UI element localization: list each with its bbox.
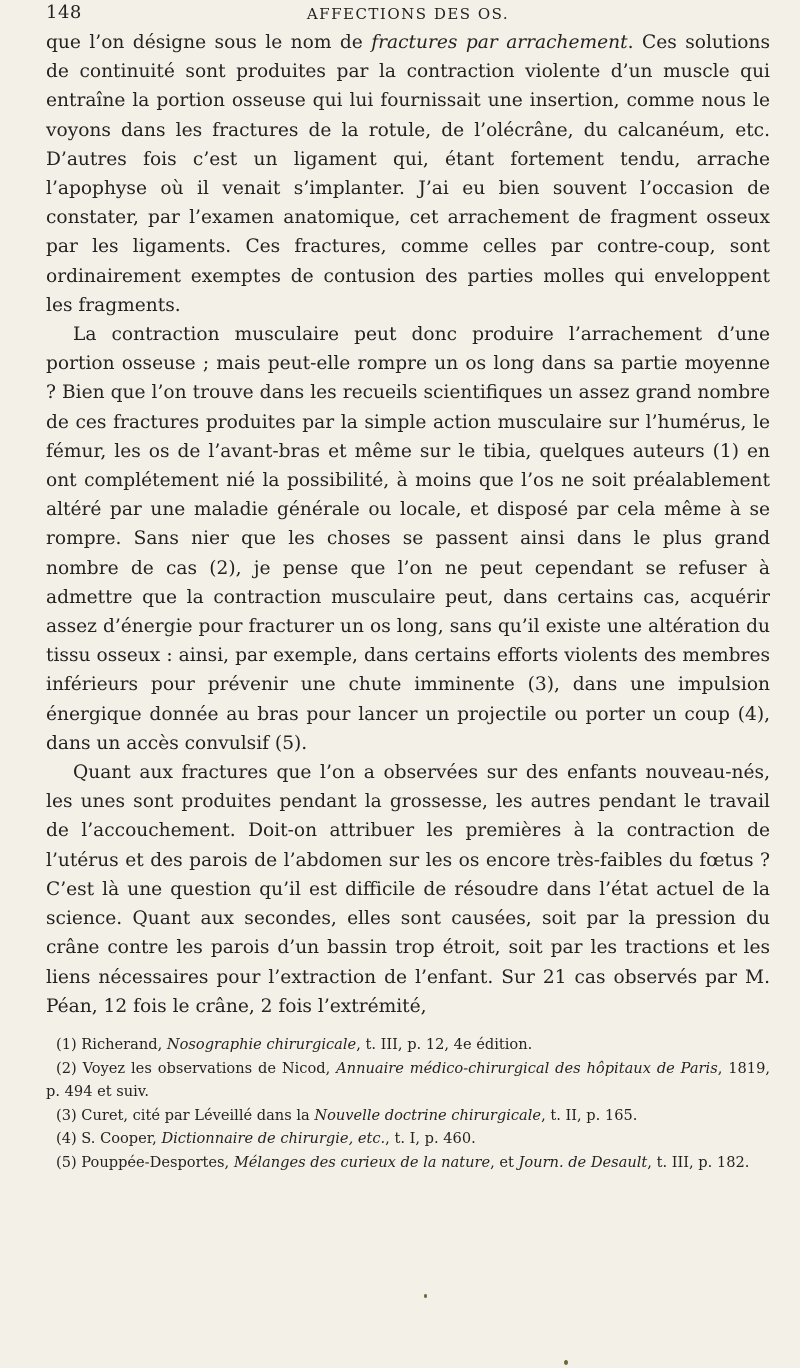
running-title: AFFECTIONS DES OS. [306, 5, 510, 23]
paper-speck [564, 1360, 568, 1365]
footnotes [46, 1033, 770, 1175]
footnote-2: (2) Voyez les observations de Nicod, Annuaire médico-chirurgical des hôpitaux de Paris, 1819, p. 494 et suiv. [46, 1059, 771, 1101]
paragraph-newborn-fractures: Quant aux fractures que l’on a observées sur des enfants nouveau-nés, les unes sont produites pendant la grossesse, les autres pendant le travail de l’accouchement. Doit-on attribuer les premières à la contraction de l’utérus et des parois de l’abdomen sur les os encore très-faibles du fœtus ? C’est là une question qu’il est difficile de résoudre dans l’état actuel de la science. Quant aux secondes, elles sont causées, soit par la pression du crâne contre les parois d’un bassin trop étroit, soit par les tractions et les liens nécessaires pour l’extraction de l’enfant. Sur 21 cas observés par M. Péan, 12 fois le crâne, 2 fois l’extrémité, [46, 762, 770, 1017]
paragraph-continuation: que l’on désigne sous le nom de fractures par arrachement. Ces solutions de continuité sont produites par la contraction violente d’un muscle qui entraîne la portion osseuse qui lui fournissait une insertion, comme nous le voyons dans les fractures de la rotule, de l’olécrâne, du calcanéum, etc. D’autres fois c’est un ligament qui, étant fortement tendu, arrache l’apophyse où il venait s’implanter. J’ai eu bien souvent l’occasion de constater, par l’examen anatomique, cet arrachement de fragment osseux par les ligaments. Ces fractures, comme celles par contre-coup, sont ordinairement exemptes de contusion des parties molles qui enveloppent les fragments. [46, 32, 770, 316]
paragraph-muscular-contraction: La contraction musculaire peut donc produire l’arrachement d’une portion osseuse ; mais peut-elle rompre un os long dans sa partie moyenne ? Bien que l’on trouve dans les recueils scientifiques un assez grand nombre de ces fractures produites par la simple action musculaire sur l’humérus, le fémur, les os de l’avant-bras et même sur le tibia, quelques auteurs (1) en ont complétement nié la possibilité, à moins que l’os ne soit préalablement altéré par une maladie générale ou locale, et disposé par cela même à se rompre. Sans nier que les choses se passent ainsi dans le plus grand nombre de cas (2), je pense que l’on ne peut cependant se refuser à admettre que la contraction musculaire peut, dans certains cas, acquérir assez d’énergie pour fracturer un os long, sans qu’il existe une altération du tissu osseux : ainsi, par exemple, dans certains efforts violents des membres inférieurs pour prévenir une chute imminente (3), dans une impulsion énergique donnée au bras pour lancer un projectile ou porter un coup (4), dans un accès convulsif (5). [46, 324, 770, 754]
body-text [46, 28, 770, 1021]
footnote-1: (1) Richerand, Nosographie chirurgicale, t. III, p. 12, 4e édition. [56, 1035, 533, 1053]
footnote-5: (5) Pouppée-Desportes, Mélanges des curieux de la nature, et Journ. de Desault, t. III, p. 182. [56, 1153, 750, 1171]
footnote-3: (3) Curet, cité par Léveillé dans la Nouvelle doctrine chirurgicale, t. II, p. 165. [56, 1106, 638, 1124]
paper-speck [424, 1294, 427, 1298]
footnote-4: (4) S. Cooper, Dictionnaire de chirurgie, etc., t. I, p. 460. [56, 1130, 476, 1148]
term-fractures-par-arrachement: fractures par arrachement [371, 32, 628, 53]
page-number: 148 [46, 2, 82, 23]
running-header [46, 0, 770, 28]
